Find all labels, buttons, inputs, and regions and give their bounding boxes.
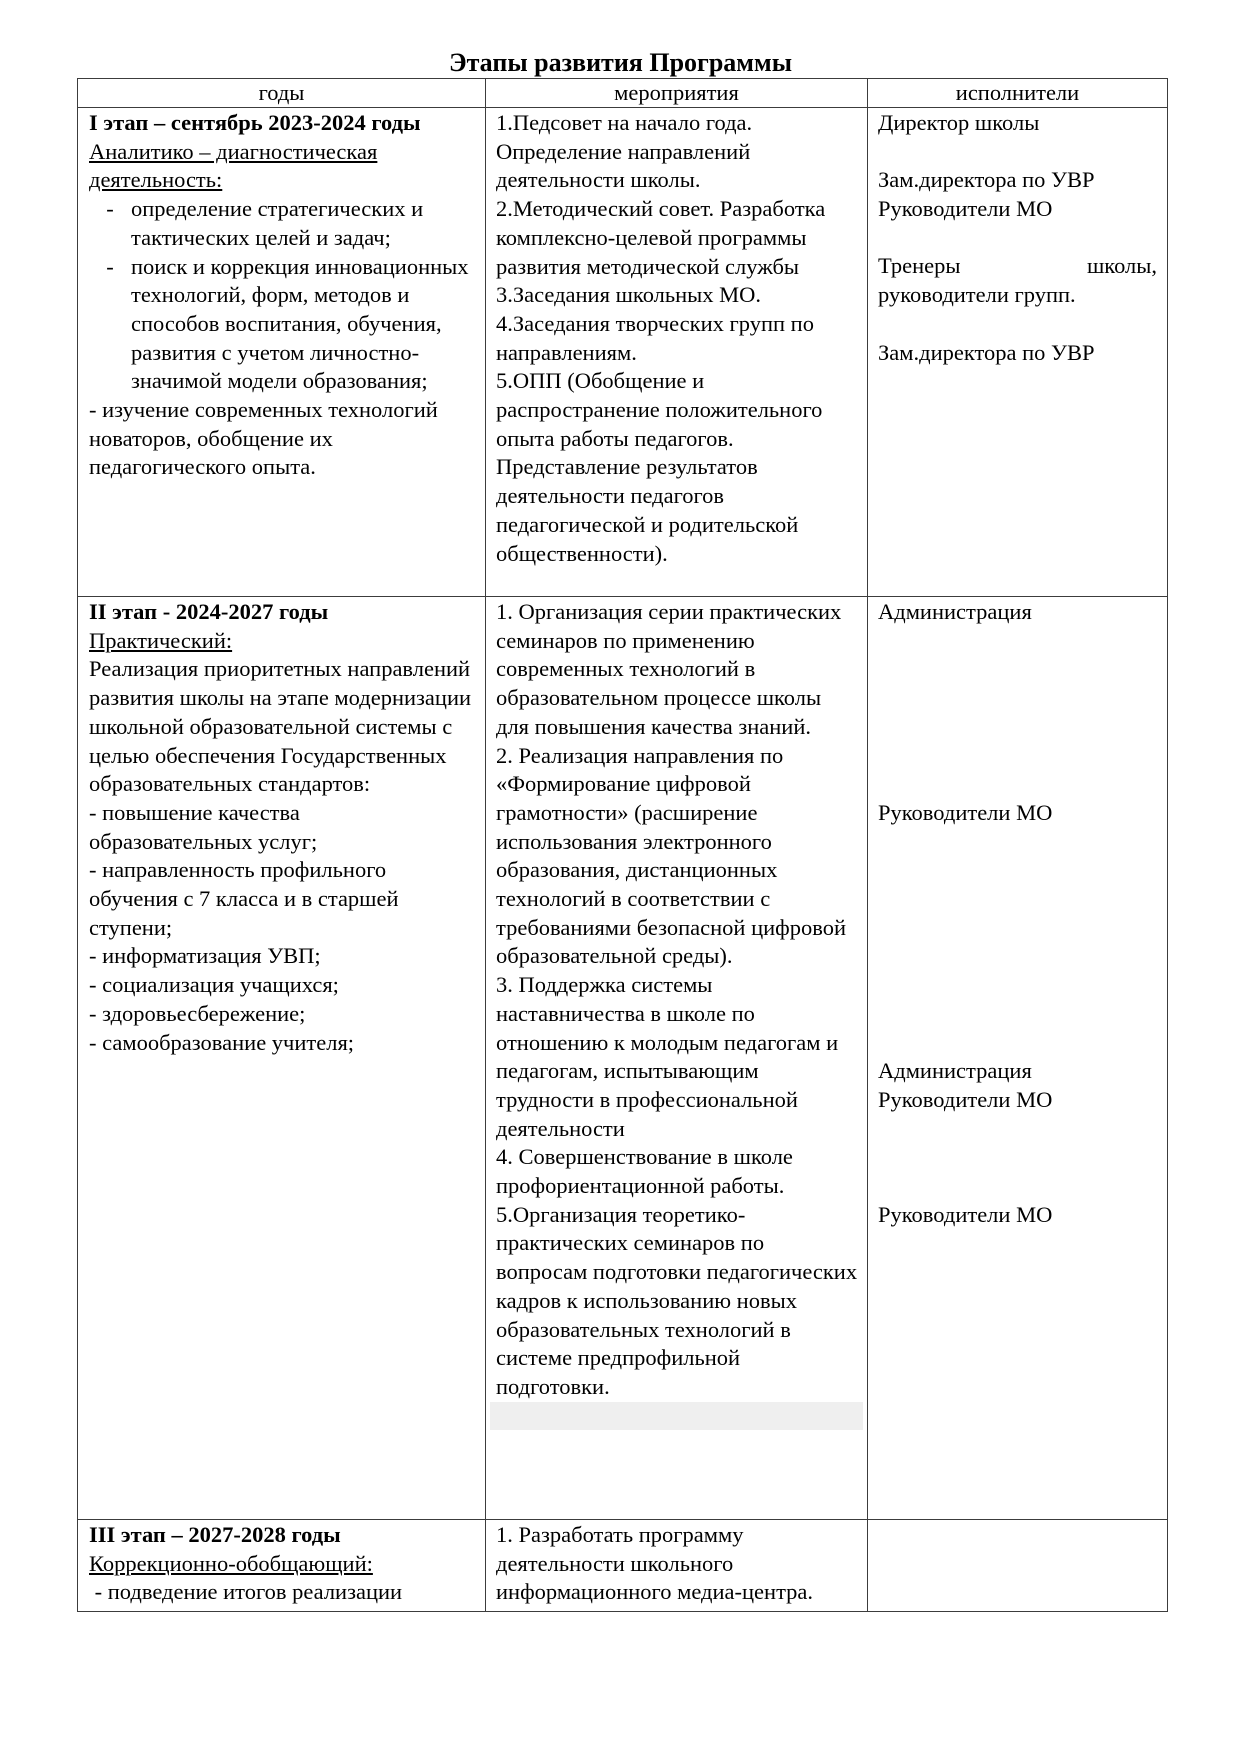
- stage-3-executors-cell: [868, 1520, 1168, 1612]
- stage-1-event: 4.Заседания творческих групп по направлениям.: [496, 310, 814, 365]
- stage-1-subtitle: Аналитико – диагностическая деятельность:: [89, 138, 378, 193]
- stage-2-executor: Руководители МО: [878, 1086, 1053, 1112]
- stage-2-executor: Администрация: [878, 1058, 1032, 1084]
- spacer: [878, 856, 1157, 885]
- stage-2-event: 1. Организация серии практических семинаров по применению современных технологий в образовательном процессе школы для повышения качества знаний.: [496, 599, 842, 739]
- stage-2-desc-item: - повышение качества образовательных услуг;: [89, 799, 318, 854]
- header-events: мероприятия: [486, 79, 868, 108]
- stage-1-executor: Зам.директора по УВР: [878, 167, 1095, 193]
- spacer: [878, 914, 1157, 943]
- stage-1-event: 5.ОПП (Обобщение и распространение положительного опыта работы педагогов. Представление результатов деятельности педагогов педагогической и родительской общественности).: [496, 368, 823, 566]
- stage-1-event: 1.Педсовет на начало года. Определение направлений деятельности школы.: [496, 110, 753, 193]
- table-row: [78, 597, 1168, 1520]
- spacer: [878, 310, 1157, 339]
- stage-2-executor: Руководители МО: [878, 1201, 1053, 1227]
- stage-1-executor: Директор школы: [878, 110, 1040, 135]
- stage-1-desc-item: [89, 253, 476, 397]
- spacer: [878, 741, 1157, 770]
- stage-1-event: 3.Заседания школьных МО.: [496, 282, 762, 308]
- spacer: [878, 224, 1157, 253]
- spacer: [878, 1000, 1157, 1029]
- stage-1-executor: Руководители МО: [878, 196, 1053, 222]
- stage-1-executor: Зам.директора по УВР: [878, 339, 1095, 365]
- spacer: [878, 1114, 1157, 1143]
- stage-1-events-cell: [486, 108, 868, 597]
- spacer: [878, 1172, 1157, 1201]
- stage-1-executors-cell: [868, 108, 1168, 597]
- spacer: [878, 655, 1157, 684]
- spacer: [878, 828, 1157, 857]
- stage-1-years-cell: [78, 108, 486, 597]
- stage-3-desc-item: - подведение итогов реализации: [89, 1579, 403, 1605]
- header-executors: исполнители: [868, 79, 1168, 108]
- stage-2-desc-item: - направленность профильного обучения с 7 класса и в старшей ступени;: [89, 857, 399, 940]
- bullet-dash: -: [106, 196, 114, 222]
- stage-2-executors-cell: [868, 597, 1168, 1520]
- stage-2-years-cell: [78, 597, 486, 1520]
- table-row: [78, 108, 1168, 597]
- stage-3-years-cell: [78, 1520, 486, 1612]
- stage-1-event: 2.Методический совет. Разработка комплексно-целевой программы развития методической службы: [496, 196, 826, 279]
- spacer: [878, 770, 1157, 799]
- stage-1-desc-text: поиск и коррекция инновационных технологий, форм, методов и способов воспитания, обучения, развития с учетом личностно- значимой модели образования;: [131, 253, 469, 394]
- spacer: [878, 684, 1157, 713]
- table-header-row: [78, 79, 1168, 108]
- spacer: [878, 1028, 1157, 1057]
- stage-2-event: 3. Поддержка системы наставничества в школе по отношению к молодым педагогам и педагогам, испытывающим трудности в профессиональной деятельности: [496, 972, 839, 1141]
- stage-2-event: 5.Организация теоретико-практических семинаров по вопросам подготовки педагогических кадров к использованию новых образовательных технологий в системе предпрофильной подготовки.: [496, 1201, 858, 1399]
- stage-2-desc-item: - здоровьесбережение;: [89, 1000, 306, 1026]
- spacer: [878, 1143, 1157, 1172]
- stage-1-title: I этап – сентябрь 2023-2024 годы: [89, 110, 421, 135]
- header-years: годы: [78, 79, 486, 108]
- stage-2-desc-item: - социализация учащихся;: [89, 972, 339, 998]
- word: Тренеры: [878, 253, 961, 279]
- spacer: [878, 971, 1157, 1000]
- stage-2-desc-item: - самообразование учителя;: [89, 1029, 355, 1055]
- stage-2-executor: Администрация: [878, 599, 1032, 624]
- stage-3-subtitle: Коррекционно-обобщающий:: [89, 1550, 373, 1576]
- executor-line: руководители групп.: [878, 282, 1076, 308]
- spacer: [878, 627, 1157, 656]
- word: школы,: [1086, 253, 1157, 279]
- stage-1-desc-item: - изучение современных технологий новаторов, обобщение их педагогического опыта.: [89, 397, 438, 480]
- stage-2-desc-item: Реализация приоритетных направлений развития школы на этапе модернизации школьной образовательной системы с целью обеспечения Государственных образовательных стандартов:: [89, 656, 472, 797]
- stage-3-title: III этап – 2027-2028 годы: [89, 1522, 341, 1547]
- stage-3-events-cell: [486, 1520, 868, 1612]
- stage-2-events-cell: [486, 597, 868, 1520]
- stages-table: [77, 78, 1168, 1612]
- spacer: [878, 713, 1157, 742]
- shaded-empty-line: [490, 1402, 863, 1430]
- spacer: [878, 138, 1157, 167]
- executor-line: [878, 252, 1157, 281]
- stage-2-subtitle: Практический:: [89, 627, 233, 653]
- stage-2-desc-item: - информатизация УВП;: [89, 943, 321, 969]
- stage-1-executor: [878, 252, 1157, 309]
- table-row: [78, 1520, 1168, 1612]
- stage-2-event: 4. Совершенствование в школе профориентационной работы.: [496, 1144, 793, 1199]
- stage-3-event: 1. Разработать программу деятельности школьного информационного медиа-центра.: [496, 1522, 814, 1605]
- stage-2-event: 2. Реализация направления по «Формирование цифровой грамотности» (расширение использования электронного образования, дистанционных технологий в соответствии с требованиями безопасной цифровой образовательной среды).: [496, 742, 847, 969]
- bullet-dash: -: [106, 253, 114, 279]
- stage-1-desc-text: определение стратегических и тактических целей и задач;: [131, 196, 424, 250]
- spacer: [878, 885, 1157, 914]
- spacer: [878, 942, 1157, 971]
- stage-2-title: II этап - 2024-2027 годы: [89, 599, 329, 624]
- stage-2-executor: Руководители МО: [878, 799, 1053, 825]
- stage-1-desc-item: [89, 195, 476, 252]
- document-title: Этапы развития Программы: [448, 48, 793, 77]
